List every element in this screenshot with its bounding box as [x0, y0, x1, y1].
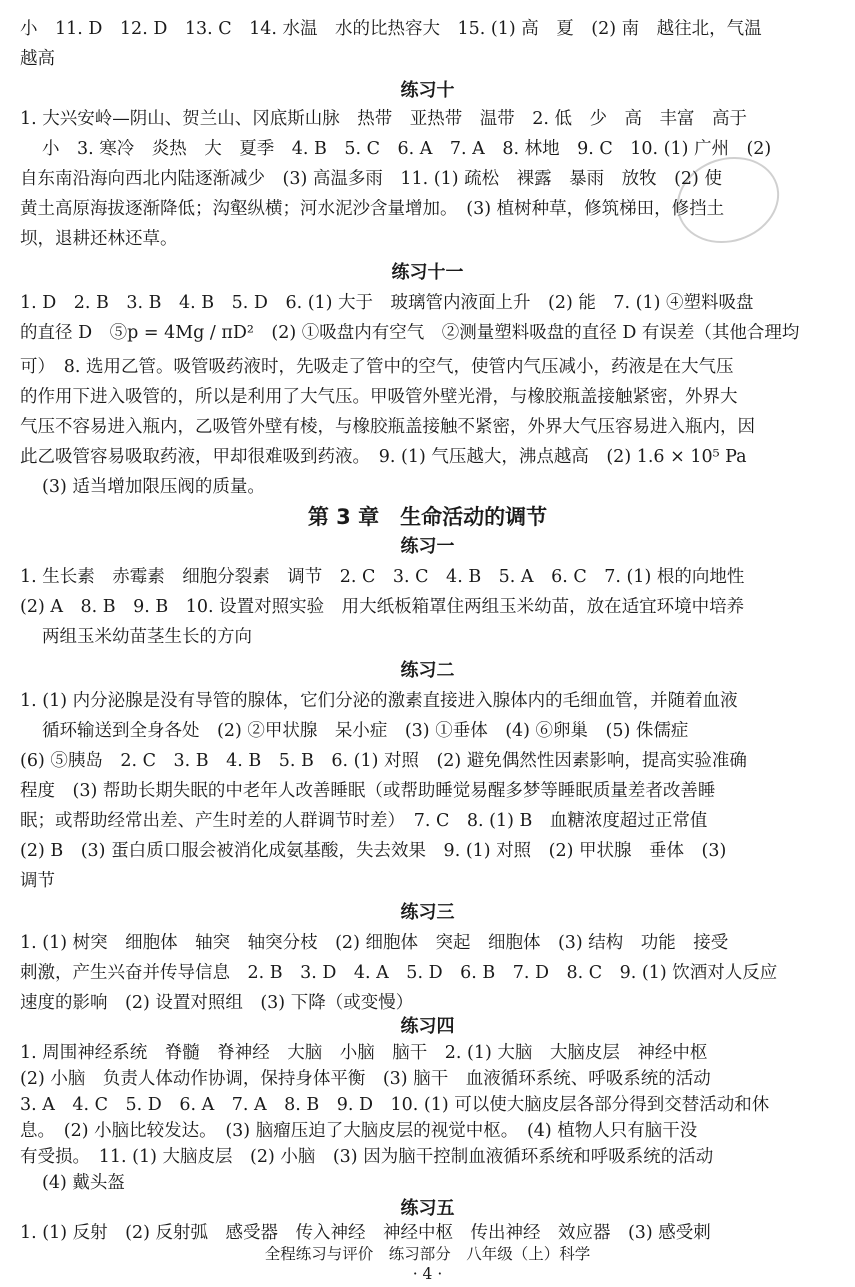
text-line: 程度 (3) 帮助长期失眠的中老年人改善睡眠（或帮助睡觉易醒多梦等睡眠质量差者改善睡	[20, 781, 716, 801]
text-line: 循环输送到全身各处 (2) ②甲状腺 呆小症 (3) ①垂体 (4) ⑥卵巢 (5) 侏儒症	[42, 721, 689, 741]
section-heading: 练习十	[400, 80, 455, 101]
text-line: 越高	[20, 49, 55, 69]
text-line: 1. (1) 反射 (2) 反射弧 感受器 传入神经 神经中枢 传出神经 效应器 (3) 感受刺	[20, 1223, 711, 1243]
footer-title: 全程练习与评价 练习部分 八年级（上）科学	[264, 1245, 591, 1263]
text-line: 有受损。 11. (1) 大脑皮层 (2) 小脑 (3) 因为脑干控制血液循环系统和呼吸系统的活动	[20, 1147, 714, 1167]
text-line: (3) 适当增加限压阀的质量。	[42, 477, 265, 497]
text-line: (6) ⑤胰岛 2. C 3. B 4. B 5. B 6. (1) 对照 (2) 避免偶然性因素影响，提高实验准确	[20, 751, 747, 771]
text-line: 1. 周围神经系统 脊髓 脊神经 大脑 小脑 脑干 2. (1) 大脑 大脑皮层 神经中枢	[20, 1043, 708, 1063]
text-line: (4) 戴头盔	[42, 1173, 125, 1193]
text-line: 1. (1) 内分泌腺是没有导管的腺体，它们分泌的激素直接进入腺体内的毛细血管，并随着血液	[20, 691, 738, 711]
text-line: 刺激，产生兴奋并传导信息 2. B 3. D 4. A 5. D 6. B 7. D 8. C 9. (1) 饮酒对人反应	[20, 963, 778, 983]
section-heading: 练习五	[400, 1198, 455, 1219]
text-line: 此乙吸管容易吸取药液，甲却很难吸到药液。 9. (1) 气压越大，沸点越高 (2) 1.6 × 10⁵ Pa	[20, 447, 747, 467]
text-line: 1. 大兴安岭—阴山、贺兰山、冈底斯山脉 热带 亚热带 温带 2. 低 少 高 丰富 高于	[20, 109, 748, 129]
text-line: 速度的影响 (2) 设置对照组 (3) 下降（或变慢）	[20, 993, 414, 1013]
text-line: 气压不容易进入瓶内，乙吸管外壁有棱，与橡胶瓶盖接触不紧密，外界大气压容易进入瓶内，因	[20, 417, 755, 437]
text-line: (2) 小脑 负责人体动作协调，保持身体平衡 (3) 脑干 血液循环系统、呼吸系统的活动	[20, 1069, 711, 1089]
text-line: 小 3. 寒冷 炎热 大 夏季 4. B 5. C 6. A 7. A 8. 林地 9. C 10. (1) 广州 (2)	[42, 139, 772, 159]
chapter-title: 第 3 章 生命活动的调节	[307, 505, 548, 529]
text-line: 两组玉米幼苗茎生长的方向	[42, 627, 252, 647]
text-line: 自东南沿海向西北内陆逐渐减少 (3) 高温多雨 11. (1) 疏松 裸露 暴雨 放牧 (2) 使	[20, 169, 722, 189]
text-line: (2) B (3) 蛋白质口服会被消化成氨基酸，失去效果 9. (1) 对照 (2) 甲状腺 垂体 (3)	[20, 841, 727, 861]
text-line: 1. 生长素 赤霉素 细胞分裂素 调节 2. C 3. C 4. B 5. A 6. C 7. (1) 根的向地性	[20, 567, 745, 587]
text-line: 1. (1) 树突 细胞体 轴突 轴突分枝 (2) 细胞体 突起 细胞体 (3) 结构 功能 接受	[20, 933, 729, 953]
text-line: 小 11. D 12. D 13. C 14. 水温 水的比热容大 15. (1) 高 夏 (2) 南 越往北，气温	[20, 19, 762, 39]
text-line: (2) A 8. B 9. B 10. 设置对照实验 用大纸板箱罩住两组玉米幼苗，放在适宜环境中培养	[20, 597, 745, 617]
text-line: 的直径 D ⑤p = 4Mg / πD² (2) ①吸盘内有空气 ②测量塑料吸盘的直径 D 有误差（其他合理均	[20, 323, 800, 343]
section-heading: 练习四	[400, 1016, 455, 1037]
text-line: 可） 8. 选用乙管。吸管吸药液时，先吸走了管中的空气，使管内气压减小，药液是在大气压	[20, 357, 734, 377]
section-heading: 练习二	[400, 660, 455, 681]
text-line: 1. D 2. B 3. B 4. B 5. D 6. (1) 大于 玻璃管内液面上升 (2) 能 7. (1) ④塑料吸盘	[20, 293, 754, 313]
page-number: · 4 ·	[412, 1265, 443, 1283]
text-line: 息。 (2) 小脑比较发达。 (3) 脑瘤压迫了大脑皮层的视觉中枢。 (4) 植物人只有脑干没	[20, 1121, 698, 1141]
text-line: 坝，退耕还林还草。	[20, 229, 178, 249]
text-line: 黄土高原海拔逐渐降低；沟壑纵横；河水泥沙含量增加。 (3) 植树种草，修筑梯田，修挡土	[20, 199, 725, 219]
text-line: 调节	[20, 871, 55, 891]
section-heading: 练习一	[400, 536, 455, 557]
section-heading: 练习十一	[391, 262, 464, 283]
section-heading: 练习三	[400, 902, 455, 923]
text-line: 3. A 4. C 5. D 6. A 7. A 8. B 9. D 10. (1) 可以使大脑皮层各部分得到交替活动和休	[20, 1095, 770, 1115]
text-line: 眠；或帮助经常出差、产生时差的人群调节时差） 7. C 8. (1) B 血糖浓度超过正常值	[20, 811, 708, 831]
text-line: 的作用下进入吸管的，所以是利用了大气压。甲吸管外壁光滑，与橡胶瓶盖接触紧密，外界大	[20, 387, 738, 407]
